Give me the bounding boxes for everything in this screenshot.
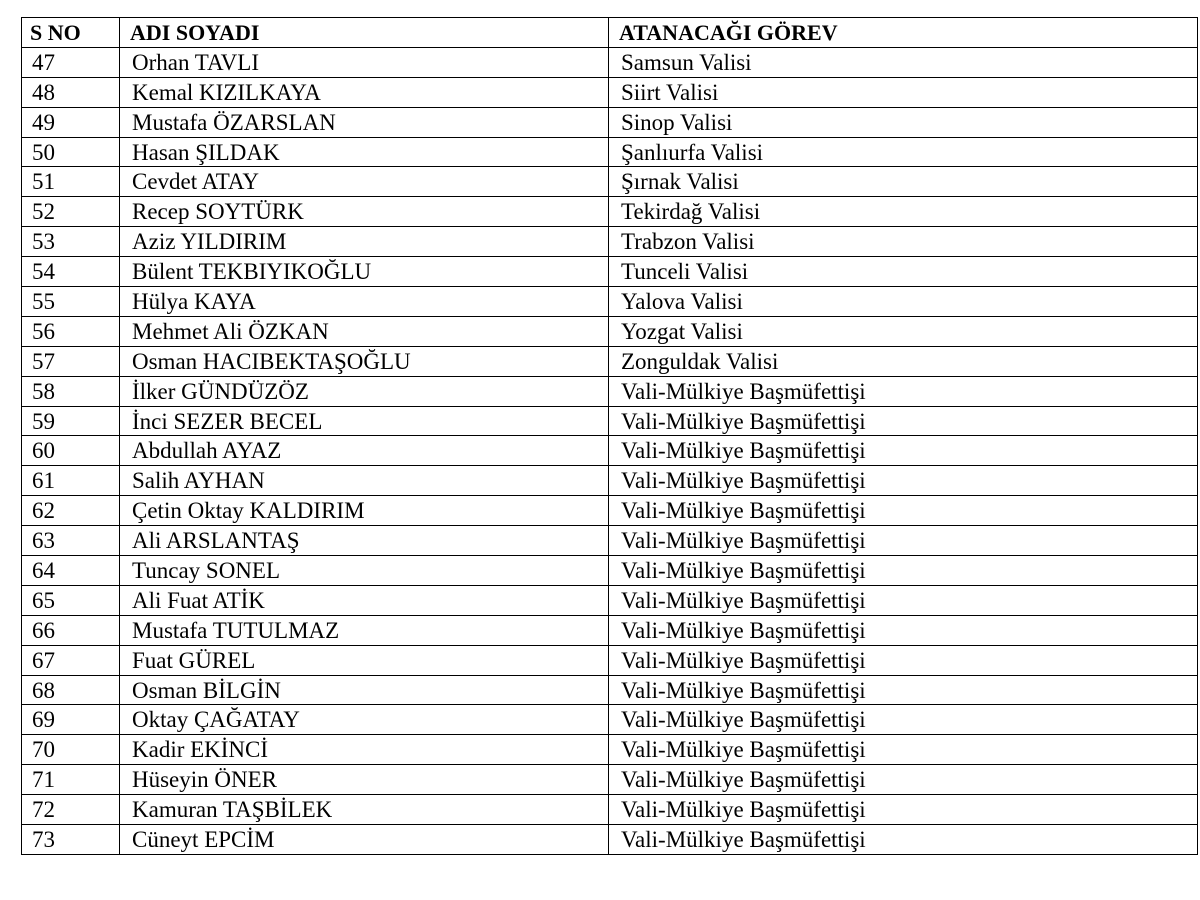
row-role: Yalova Valisi bbox=[609, 287, 1198, 317]
row-role: Vali-Mülkiye Başmüfettişi bbox=[609, 436, 1198, 466]
row-name: Fuat GÜREL bbox=[120, 645, 609, 675]
row-number: 73 bbox=[22, 825, 120, 855]
row-role: Vali-Mülkiye Başmüfettişi bbox=[609, 735, 1198, 765]
row-name: Cüneyt EPCİM bbox=[120, 825, 609, 855]
table-row bbox=[22, 257, 1198, 287]
row-number: 50 bbox=[22, 137, 120, 167]
table-row bbox=[22, 705, 1198, 735]
table-row bbox=[22, 227, 1198, 257]
table-row bbox=[22, 466, 1198, 496]
row-role: Vali-Mülkiye Başmüfettişi bbox=[609, 645, 1198, 675]
row-role: Trabzon Valisi bbox=[609, 227, 1198, 257]
header-name: ADI SOYADI bbox=[120, 18, 609, 48]
row-role: Vali-Mülkiye Başmüfettişi bbox=[609, 406, 1198, 436]
row-role: Tunceli Valisi bbox=[609, 257, 1198, 287]
appointment-table bbox=[21, 17, 1198, 855]
row-role: Vali-Mülkiye Başmüfettişi bbox=[609, 795, 1198, 825]
header-sno: S NO bbox=[22, 18, 120, 48]
row-number: 68 bbox=[22, 675, 120, 705]
table-row bbox=[22, 167, 1198, 197]
row-name: Orhan TAVLI bbox=[120, 47, 609, 77]
table-row bbox=[22, 346, 1198, 376]
table-row bbox=[22, 107, 1198, 137]
row-number: 67 bbox=[22, 645, 120, 675]
table-row bbox=[22, 825, 1198, 855]
row-number: 57 bbox=[22, 346, 120, 376]
row-number: 60 bbox=[22, 436, 120, 466]
row-role: Vali-Mülkiye Başmüfettişi bbox=[609, 675, 1198, 705]
row-number: 51 bbox=[22, 167, 120, 197]
row-role: Samsun Valisi bbox=[609, 47, 1198, 77]
row-number: 66 bbox=[22, 615, 120, 645]
row-number: 52 bbox=[22, 197, 120, 227]
row-number: 59 bbox=[22, 406, 120, 436]
table-row bbox=[22, 735, 1198, 765]
row-number: 72 bbox=[22, 795, 120, 825]
row-number: 70 bbox=[22, 735, 120, 765]
row-number: 65 bbox=[22, 585, 120, 615]
row-name: Abdullah AYAZ bbox=[120, 436, 609, 466]
row-number: 48 bbox=[22, 77, 120, 107]
table-row bbox=[22, 197, 1198, 227]
row-role: Siirt Valisi bbox=[609, 77, 1198, 107]
row-number: 58 bbox=[22, 376, 120, 406]
row-name: Hasan ŞILDAK bbox=[120, 137, 609, 167]
table-row bbox=[22, 585, 1198, 615]
table-row bbox=[22, 406, 1198, 436]
row-name: Oktay ÇAĞATAY bbox=[120, 705, 609, 735]
table-row bbox=[22, 496, 1198, 526]
row-number: 54 bbox=[22, 257, 120, 287]
row-role: Vali-Mülkiye Başmüfettişi bbox=[609, 765, 1198, 795]
row-name: Çetin Oktay KALDIRIM bbox=[120, 496, 609, 526]
row-name: Ali Fuat ATİK bbox=[120, 585, 609, 615]
row-number: 61 bbox=[22, 466, 120, 496]
row-name: Kadir EKİNCİ bbox=[120, 735, 609, 765]
row-name: Mehmet Ali ÖZKAN bbox=[120, 316, 609, 346]
row-name: Hülya KAYA bbox=[120, 287, 609, 317]
row-name: Salih AYHAN bbox=[120, 466, 609, 496]
row-number: 55 bbox=[22, 287, 120, 317]
row-role: Vali-Mülkiye Başmüfettişi bbox=[609, 705, 1198, 735]
table-row bbox=[22, 47, 1198, 77]
row-role: Şırnak Valisi bbox=[609, 167, 1198, 197]
table-row bbox=[22, 436, 1198, 466]
row-role: Tekirdağ Valisi bbox=[609, 197, 1198, 227]
row-role: Sinop Valisi bbox=[609, 107, 1198, 137]
row-name: Mustafa ÖZARSLAN bbox=[120, 107, 609, 137]
table-row bbox=[22, 615, 1198, 645]
row-name: Recep SOYTÜRK bbox=[120, 197, 609, 227]
table-row bbox=[22, 795, 1198, 825]
table-row bbox=[22, 77, 1198, 107]
table-row bbox=[22, 556, 1198, 586]
row-role: Şanlıurfa Valisi bbox=[609, 137, 1198, 167]
row-role: Vali-Mülkiye Başmüfettişi bbox=[609, 556, 1198, 586]
row-number: 56 bbox=[22, 316, 120, 346]
row-role: Vali-Mülkiye Başmüfettişi bbox=[609, 376, 1198, 406]
row-name: Cevdet ATAY bbox=[120, 167, 609, 197]
table-row bbox=[22, 675, 1198, 705]
row-number: 47 bbox=[22, 47, 120, 77]
table-row bbox=[22, 645, 1198, 675]
table-row bbox=[22, 316, 1198, 346]
row-name: Tuncay SONEL bbox=[120, 556, 609, 586]
row-name: İnci SEZER BECEL bbox=[120, 406, 609, 436]
row-number: 71 bbox=[22, 765, 120, 795]
row-number: 63 bbox=[22, 526, 120, 556]
row-role: Yozgat Valisi bbox=[609, 316, 1198, 346]
row-name: Mustafa TUTULMAZ bbox=[120, 615, 609, 645]
row-number: 49 bbox=[22, 107, 120, 137]
header-role: ATANACAĞI GÖREV bbox=[609, 18, 1198, 48]
row-name: Ali ARSLANTAŞ bbox=[120, 526, 609, 556]
row-name: Osman BİLGİN bbox=[120, 675, 609, 705]
row-name: Bülent TEKBIYIKOĞLU bbox=[120, 257, 609, 287]
table-row bbox=[22, 765, 1198, 795]
row-number: 64 bbox=[22, 556, 120, 586]
row-number: 69 bbox=[22, 705, 120, 735]
row-number: 62 bbox=[22, 496, 120, 526]
row-name: Hüseyin ÖNER bbox=[120, 765, 609, 795]
table-header-row bbox=[22, 18, 1198, 48]
row-role: Vali-Mülkiye Başmüfettişi bbox=[609, 496, 1198, 526]
row-name: Kamuran TAŞBİLEK bbox=[120, 795, 609, 825]
table-row bbox=[22, 376, 1198, 406]
row-number: 53 bbox=[22, 227, 120, 257]
table-row bbox=[22, 526, 1198, 556]
table-body bbox=[22, 47, 1198, 854]
row-role: Vali-Mülkiye Başmüfettişi bbox=[609, 825, 1198, 855]
row-role: Vali-Mülkiye Başmüfettişi bbox=[609, 526, 1198, 556]
row-role: Vali-Mülkiye Başmüfettişi bbox=[609, 585, 1198, 615]
row-role: Vali-Mülkiye Başmüfettişi bbox=[609, 615, 1198, 645]
row-name: Kemal KIZILKAYA bbox=[120, 77, 609, 107]
table-row bbox=[22, 137, 1198, 167]
row-name: İlker GÜNDÜZÖZ bbox=[120, 376, 609, 406]
row-name: Aziz YILDIRIM bbox=[120, 227, 609, 257]
row-name: Osman HACIBEKTAŞOĞLU bbox=[120, 346, 609, 376]
row-role: Vali-Mülkiye Başmüfettişi bbox=[609, 466, 1198, 496]
table-row bbox=[22, 287, 1198, 317]
row-role: Zonguldak Valisi bbox=[609, 346, 1198, 376]
